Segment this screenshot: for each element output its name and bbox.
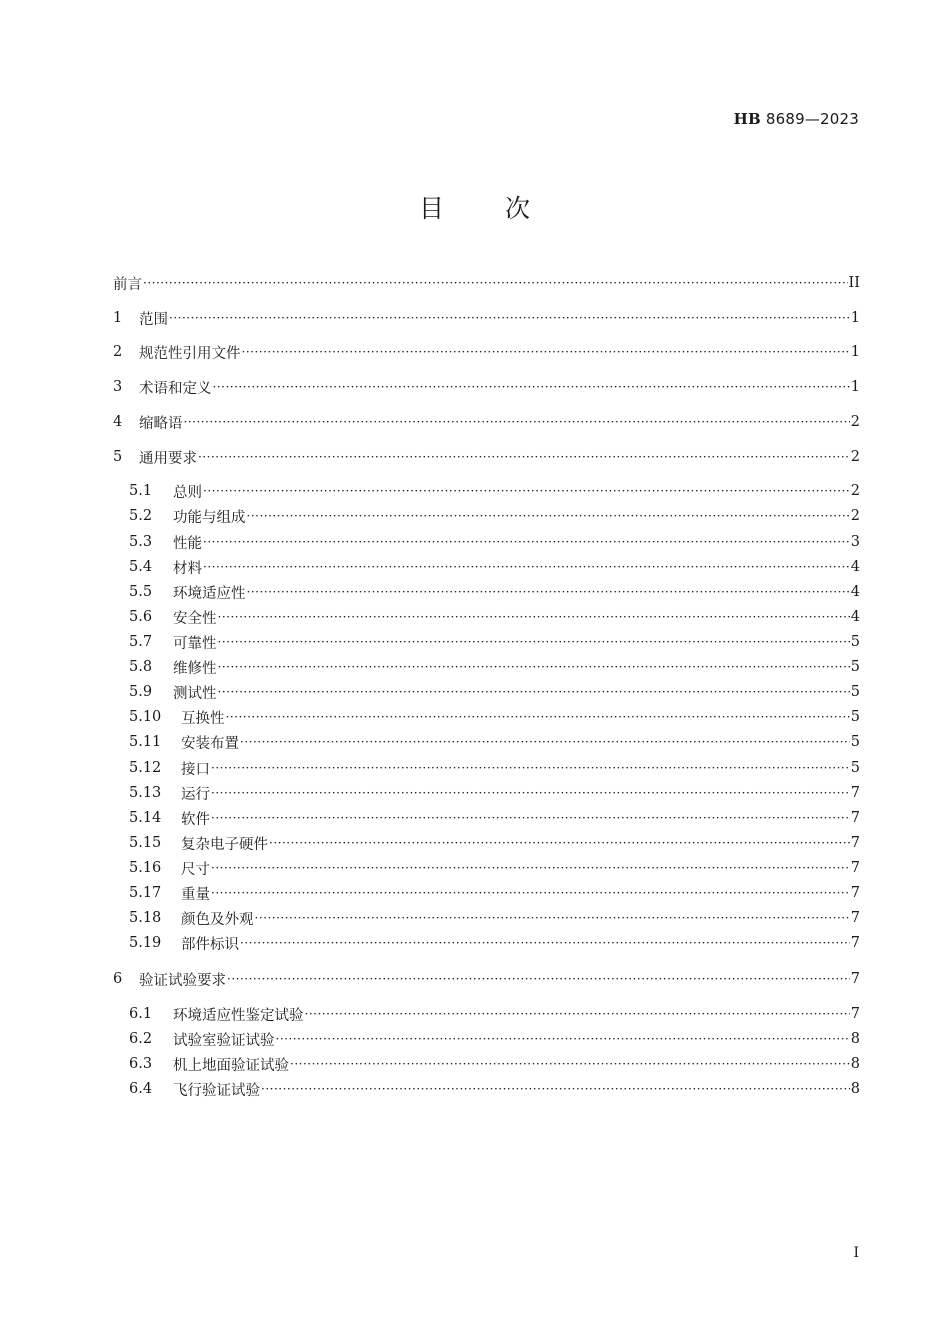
toc-entry-label: 接口 (181, 761, 210, 778)
toc-entry-label: 规范性引用文件 (139, 345, 241, 362)
toc-entry-number: 5.13 (129, 785, 162, 801)
toc-entry-5-16[interactable] (129, 857, 860, 879)
toc-entry-page: 7 (850, 971, 860, 987)
toc-entry-5-6[interactable] (129, 606, 860, 628)
toc-entry-label: 缩略语 (139, 415, 183, 432)
toc-entry-page: 5 (850, 760, 860, 776)
toc-entry-5-3[interactable] (129, 531, 860, 553)
toc-entry-5-9[interactable] (129, 681, 860, 703)
toc-entry-label: 互换性 (181, 710, 225, 727)
toc-entry-number: 3 (113, 379, 123, 395)
toc-entry-5-5[interactable] (129, 581, 860, 603)
toc-entry-page: 5 (850, 684, 860, 700)
toc-entry-number: 5.15 (129, 835, 162, 851)
toc-entry-number: 1 (113, 310, 123, 326)
toc-entry-5-10[interactable] (129, 706, 860, 728)
toc-entry-label: 材料 (173, 560, 202, 577)
toc-entry-label: 环境适应性 (173, 585, 246, 602)
toc-entry-page: 3 (850, 534, 860, 550)
toc-entry-6-2[interactable] (129, 1028, 860, 1050)
toc-title-char-1: 目 (418, 194, 445, 223)
toc-entry-page: 7 (850, 885, 860, 901)
toc-entry-label: 环境适应性鉴定试验 (173, 1007, 304, 1024)
toc-entry-page: 5 (850, 634, 860, 650)
toc-title (0, 189, 950, 225)
toc-entry-page: 4 (850, 584, 860, 600)
toc-entry-page: 1 (850, 344, 860, 360)
toc-entry-number: 5.8 (129, 659, 153, 675)
toc-entry-5-19[interactable] (129, 932, 860, 954)
toc-entry-5-13[interactable] (129, 782, 860, 804)
toc-entry-label: 复杂电子硬件 (181, 836, 268, 853)
toc-entry-5-14[interactable] (129, 807, 860, 829)
toc-entry-page: II (848, 275, 860, 291)
toc-entry-page: 2 (850, 449, 860, 465)
toc-entry-6-4[interactable] (129, 1078, 860, 1100)
toc-entry-label: 测试性 (173, 685, 217, 702)
toc-entry-label: 部件标识 (181, 936, 239, 953)
toc-entry-number: 5.6 (129, 609, 153, 625)
toc-entry-number: 5 (113, 449, 123, 465)
toc-entry-5-17[interactable] (129, 882, 860, 904)
toc-entry-5-1[interactable] (129, 480, 860, 502)
toc-entry-label: 重量 (181, 886, 210, 903)
toc-entry-5[interactable] (113, 446, 860, 468)
toc-entry-5-12[interactable] (129, 757, 860, 779)
toc-entry-number: 6.3 (129, 1056, 153, 1072)
toc-entry-3[interactable] (113, 376, 860, 398)
toc-entry-page: 7 (850, 910, 860, 926)
toc-entry-number: 2 (113, 344, 123, 360)
toc-entry-page: 5 (850, 734, 860, 750)
toc-entry-2[interactable] (113, 341, 860, 363)
toc-entry-page: 8 (850, 1081, 860, 1097)
toc-entry-4[interactable] (113, 411, 860, 433)
document-code (734, 110, 859, 128)
toc-entry-label: 机上地面验证试验 (173, 1057, 289, 1074)
toc-entry-page: 7 (850, 1006, 860, 1022)
toc-entry-page: 4 (850, 559, 860, 575)
page-number: I (853, 1245, 859, 1261)
toc-entry-page: 5 (850, 709, 860, 725)
toc-entry-page: 7 (850, 860, 860, 876)
toc-entry-5-7[interactable] (129, 631, 860, 653)
toc-entry-number: 5.19 (129, 935, 162, 951)
toc-entry-label: 安全性 (173, 610, 217, 627)
toc-entry-foreword[interactable] (113, 272, 860, 294)
toc-entry-label: 试验室验证试验 (173, 1032, 275, 1049)
toc-entry-number: 5.4 (129, 559, 153, 575)
toc-entry-label: 术语和定义 (139, 380, 212, 397)
toc-entry-label: 前言 (113, 276, 142, 293)
toc-entry-number: 6.4 (129, 1081, 153, 1097)
toc-entry-number: 6.1 (129, 1006, 153, 1022)
toc-entry-page: 1 (850, 310, 860, 326)
toc-entry-number: 6 (113, 971, 123, 987)
toc-entry-5-18[interactable] (129, 907, 860, 929)
toc-entry-label: 尺寸 (181, 861, 210, 878)
toc-entry-number: 5.9 (129, 684, 153, 700)
toc-entry-page: 2 (850, 508, 860, 524)
toc-entry-5-15[interactable] (129, 832, 860, 854)
toc-entry-5-4[interactable] (129, 556, 860, 578)
toc-entry-6-1[interactable] (129, 1003, 860, 1025)
toc-entry-number: 6.2 (129, 1031, 153, 1047)
toc-entry-page: 2 (850, 414, 860, 430)
toc-entry-page: 8 (850, 1056, 860, 1072)
toc-entry-page: 7 (850, 935, 860, 951)
toc-entry-label: 总则 (173, 484, 202, 501)
toc-entry-5-8[interactable] (129, 656, 860, 678)
toc-entry-6-3[interactable] (129, 1053, 860, 1075)
toc-entry-number: 5.16 (129, 860, 162, 876)
toc-entry-label: 安装布置 (181, 735, 239, 752)
toc-entry-number: 5.3 (129, 534, 153, 550)
toc-entry-label: 软件 (181, 811, 210, 828)
toc-entry-number: 5.12 (129, 760, 162, 776)
toc-entry-number: 5.1 (129, 483, 153, 499)
toc-entry-5-11[interactable] (129, 731, 860, 753)
document-code-number: 8689—2023 (765, 110, 859, 128)
toc-entry-number: 4 (113, 414, 123, 430)
toc-entry-number: 5.5 (129, 584, 153, 600)
toc-entry-label: 可靠性 (173, 635, 217, 652)
toc-entry-1[interactable] (113, 307, 860, 329)
toc-entry-number: 5.10 (129, 709, 162, 725)
toc-entry-label: 飞行验证试验 (173, 1082, 260, 1099)
toc-entry-label: 范围 (139, 311, 168, 328)
toc-entry-label: 验证试验要求 (139, 972, 226, 989)
toc-entry-page: 8 (850, 1031, 860, 1047)
toc-entry-number: 5.11 (129, 734, 162, 750)
toc-entry-page: 4 (850, 609, 860, 625)
toc-entry-label: 运行 (181, 786, 210, 803)
document-code-prefix: HB (733, 110, 761, 128)
toc-entry-number: 5.18 (129, 910, 162, 926)
toc-entry-page: 2 (850, 483, 860, 499)
toc-entry-number: 5.2 (129, 508, 153, 524)
toc-entry-page: 7 (850, 835, 860, 851)
toc-entry-label: 性能 (173, 535, 202, 552)
toc-entry-page: 1 (850, 379, 860, 395)
toc-entry-number: 5.7 (129, 634, 153, 650)
toc-entry-number: 5.14 (129, 810, 162, 826)
toc-entry-page: 7 (850, 810, 860, 826)
toc-entry-label: 颜色及外观 (181, 911, 254, 928)
toc-entry-page: 7 (850, 785, 860, 801)
toc-entry-5-2[interactable] (129, 505, 860, 527)
toc-title-char-2: 次 (505, 194, 532, 223)
toc-entry-label: 维修性 (173, 660, 217, 677)
toc-entry-label: 通用要求 (139, 450, 197, 467)
toc-entry-label: 功能与组成 (173, 509, 246, 526)
toc-entry-page: 5 (850, 659, 860, 675)
toc-entry-6[interactable] (113, 968, 860, 990)
toc-entry-number: 5.17 (129, 885, 162, 901)
